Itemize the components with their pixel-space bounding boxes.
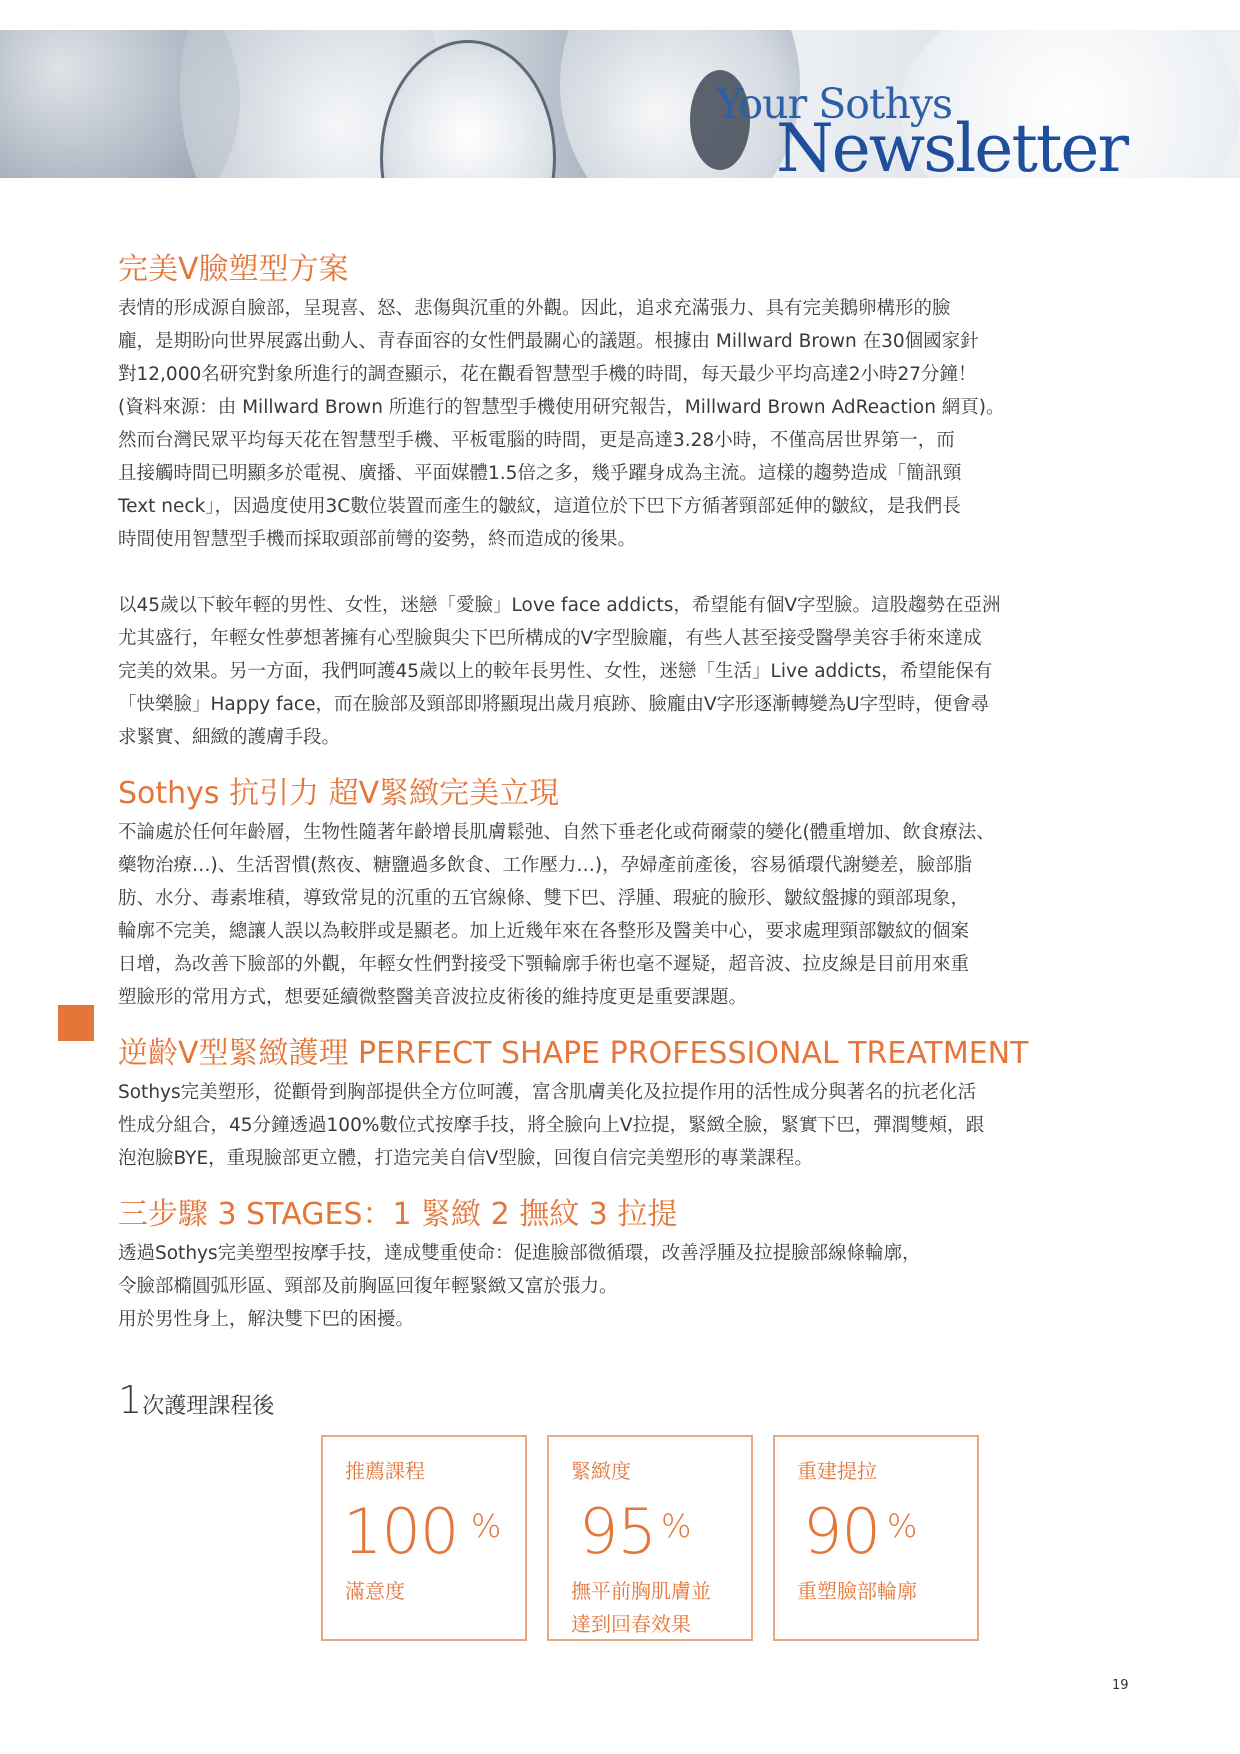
text-line: 性成分組合，45分鐘透過100%數位式按摩手技，將全臉向上V拉提，緊緻全臉，緊實下巴，彈潤雙頰，跟	[118, 1115, 985, 1136]
stat-caption: 重建提拉	[797, 1459, 877, 1483]
text-line: 肪、水分、毒素堆積，導致常見的沉重的五官線條、雙下巴、浮腫、瑕疵的臉形、皺紋盤據的頸部現象，	[118, 888, 970, 909]
text-line: 對12,000名研究對象所進行的調查顯示，花在觀看智慧型手機的時間，每天最少平均高達2小時27分鐘！	[118, 364, 977, 385]
section-title: Sothys 抗引力 超V緊緻完美立現	[118, 776, 560, 811]
text-line: 藥物治療…)、生活習慣(熬夜、糖鹽過多飲食、工作壓力…)，孕婦產前產後，容易循環代謝變差，臉部脂	[118, 855, 973, 876]
text-line: 日增，為改善下臉部的外觀，年輕女性們對接受下顎輪廓手術也毫不遲疑，超音波、拉皮線是目前用來重	[118, 954, 970, 975]
stat-description-line: 滿意度	[345, 1579, 405, 1603]
paragraph	[118, 816, 1118, 1014]
paragraph	[118, 589, 1118, 754]
stat-description-line: 達到回春效果	[571, 1612, 691, 1636]
stat-description	[571, 1575, 711, 1641]
text-line: 用於男性身上，解決雙下巴的困擾。	[118, 1309, 415, 1330]
page-number: 19	[1112, 1678, 1129, 1693]
stat-box-recommendation	[321, 1435, 527, 1641]
text-line: 塑臉形的常用方式，想要延續微整醫美音波拉皮術後的維持度更是重要課題。	[118, 987, 748, 1008]
text-line: (資料來源：由 Millward Brown 所進行的智慧型手機使用研究報告，Millward Brown AdReaction 網頁)。	[118, 397, 1005, 418]
stat-caption: 緊緻度	[571, 1459, 631, 1483]
text-line: Sothys完美塑形，從顴骨到胸部提供全方位呵護，富含肌膚美化及拉提作用的活性成分與著名的抗老化活	[118, 1082, 977, 1103]
text-line: 透過Sothys完美塑型按摩手技，達成雙重使命：促進臉部微循環，改善浮腫及拉提臉部線條輪廓，	[118, 1243, 921, 1264]
stat-description	[345, 1575, 405, 1608]
section-title: 完美V臉塑型方案	[118, 252, 349, 287]
text-line: 以45歲以下較年輕的男性、女性，迷戀「愛臉」Love face addicts，希望能有個V字型臉。這股趨勢在亞洲	[118, 595, 1001, 616]
text-line: 尤其盛行，年輕女性夢想著擁有心型臉與尖下巴所構成的V字型臉龐，有些人甚至接受醫學美容手術來達成	[118, 628, 982, 649]
accent-square	[58, 1005, 94, 1041]
newsletter-title-small: Your Sothys	[716, 80, 953, 128]
stat-description	[797, 1575, 917, 1608]
treatment-count: 1	[118, 1378, 143, 1422]
text-line: 令臉部橢圓弧形區、頸部及前胸區回復年輕緊緻又富於張力。	[118, 1276, 618, 1297]
stat-caption: 推薦課程	[345, 1459, 425, 1483]
section-title: 逆齡V型緊緻護理 PERFECT SHAPE PROFESSIONAL TREATMENT	[118, 1036, 1029, 1071]
paragraph	[118, 1237, 1118, 1336]
stat-description-line: 重塑臉部輪廓	[797, 1579, 917, 1603]
text-line: 時間使用智慧型手機而採取頭部前彎的姿勢，終而造成的後果。	[118, 529, 637, 550]
text-line: 不論處於任何年齡層，生物性隨著年齡增長肌膚鬆弛、自然下垂老化或荷爾蒙的變化(體重增加、飲食療法、	[118, 822, 995, 843]
section-title: 三步驟 3 STAGES：1 緊緻 2 撫紋 3 拉提	[118, 1197, 678, 1232]
text-line: 完美的效果。另一方面，我們呵護45歲以上的較年長男性、女性，迷戀「生活」Live addicts，希望能保有	[118, 661, 993, 682]
after-treatment-label	[118, 1378, 274, 1422]
article-body	[118, 250, 1118, 1336]
text-line: 求緊實、細緻的護膚手段。	[118, 727, 341, 748]
paragraph	[118, 1076, 1118, 1175]
text-line: 且接觸時間已明顯多於電視、廣播、平面媒體1.5倍之多，幾乎躍身成為主流。這樣的趨勢造成「簡訊頸	[118, 463, 962, 484]
stat-value: 95	[579, 1495, 656, 1568]
text-line: 泡泡臉BYE，重現臉部更立體，打造完美自信V型臉，回復自信完美塑形的專業課程。	[118, 1148, 813, 1169]
paragraph	[118, 292, 1118, 556]
stat-description-line: 撫平前胸肌膚並	[571, 1579, 711, 1603]
stat-box-firmness	[547, 1435, 753, 1641]
stat-box-lifting	[773, 1435, 979, 1641]
text-line: 龐，是期盼向世界展露出動人、青春面容的女性們最關心的議題。根據由 Millward Brown 在30個國家針	[118, 331, 979, 352]
newsletter-title: Newsletter	[776, 110, 1127, 187]
treatment-count-text: 次護理課程後	[142, 1394, 275, 1419]
stat-value: 100	[343, 1495, 459, 1568]
text-line: 「快樂臉」Happy face，而在臉部及頸部即將顯現出歲月痕跡、臉龐由V字形逐漸轉變為U字型時，便會尋	[118, 694, 990, 715]
text-line: 輪廓不完美，總讓人誤以為較胖或是顯老。加上近幾年來在各整形及醫美中心，要求處理頸部皺紋的個案	[118, 921, 970, 942]
stat-value: 90	[803, 1495, 880, 1568]
text-line: 表情的形成源自臉部，呈現喜、怒、悲傷與沉重的外觀。因此，追求充滿張力、具有完美鵝卵構形的臉	[118, 298, 951, 319]
text-line: Text neck」，因過度使用3C數位裝置而產生的皺紋，這道位於下巴下方循著頸部延伸的皺紋，是我們長	[118, 496, 961, 517]
stat-unit: %	[661, 1507, 692, 1545]
stat-unit: %	[887, 1507, 918, 1545]
text-line: 然而台灣民眾平均每天花在智慧型手機、平板電腦的時間，更是高達3.28小時，不僅高居世界第一，而	[118, 430, 955, 451]
stat-unit: %	[471, 1507, 502, 1545]
